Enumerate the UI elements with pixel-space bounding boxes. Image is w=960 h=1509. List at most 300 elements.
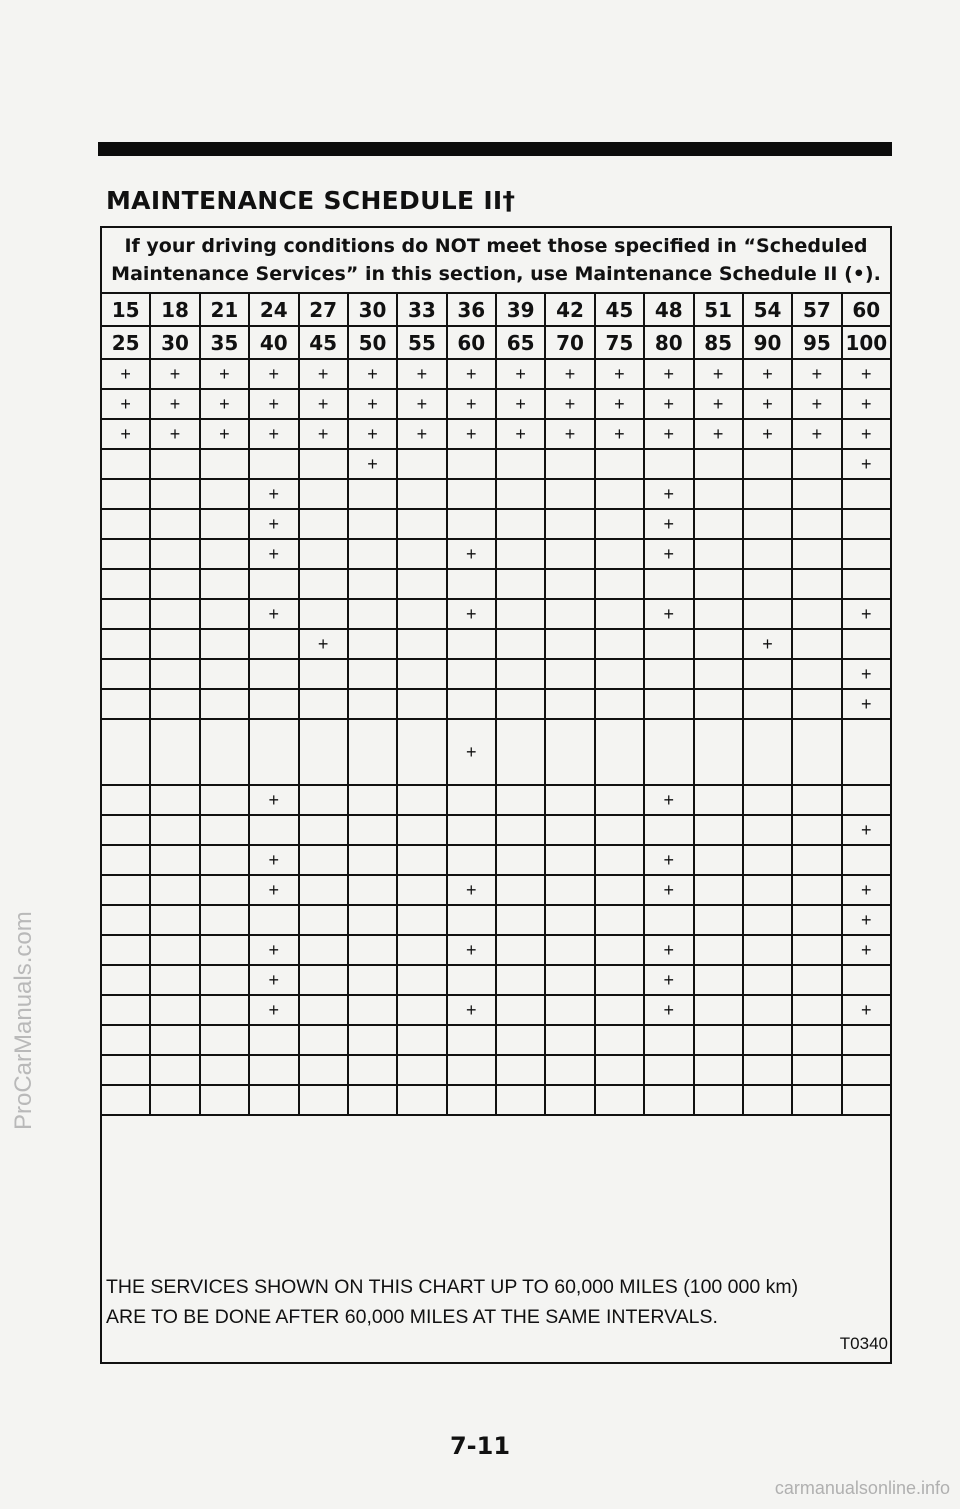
schedule-cell bbox=[595, 1085, 644, 1115]
schedule-cell bbox=[694, 539, 743, 569]
header-cell: 70 bbox=[545, 326, 594, 359]
schedule-cell bbox=[644, 689, 693, 719]
schedule-cell bbox=[743, 719, 792, 785]
service-mark: + bbox=[367, 423, 378, 444]
schedule-cell bbox=[496, 995, 545, 1025]
schedule-cell bbox=[842, 539, 891, 569]
schedule-cell bbox=[792, 689, 841, 719]
schedule-row bbox=[101, 1055, 891, 1085]
schedule-row bbox=[101, 815, 891, 845]
schedule-cell bbox=[842, 845, 891, 875]
service-mark: + bbox=[861, 879, 872, 900]
schedule-cell bbox=[447, 995, 496, 1025]
schedule-row bbox=[101, 785, 891, 815]
schedule-cell bbox=[447, 599, 496, 629]
schedule-cell bbox=[101, 719, 150, 785]
schedule-cell bbox=[299, 659, 348, 689]
schedule-cell bbox=[743, 935, 792, 965]
service-mark: + bbox=[466, 999, 477, 1020]
header-cell: 27 bbox=[299, 293, 348, 326]
schedule-cell bbox=[200, 875, 249, 905]
schedule-cell bbox=[595, 689, 644, 719]
schedule-cell bbox=[842, 479, 891, 509]
schedule-cell bbox=[792, 419, 841, 449]
schedule-cell bbox=[249, 449, 298, 479]
schedule-row bbox=[101, 905, 891, 935]
schedule-cell bbox=[595, 479, 644, 509]
schedule-cell bbox=[595, 965, 644, 995]
schedule-cell bbox=[644, 905, 693, 935]
schedule-cell bbox=[496, 479, 545, 509]
schedule-cell bbox=[694, 719, 743, 785]
schedule-cell bbox=[595, 815, 644, 845]
schedule-cell bbox=[299, 815, 348, 845]
schedule-cell bbox=[792, 659, 841, 689]
schedule-cell bbox=[299, 875, 348, 905]
service-mark: + bbox=[663, 849, 675, 870]
schedule-cell bbox=[595, 659, 644, 689]
schedule-cell bbox=[299, 965, 348, 995]
schedule-cell bbox=[842, 785, 891, 815]
schedule-cell bbox=[150, 1025, 199, 1055]
schedule-cell bbox=[743, 785, 792, 815]
schedule-cell bbox=[299, 569, 348, 599]
schedule-cell bbox=[694, 389, 743, 419]
service-mark: + bbox=[219, 363, 230, 384]
schedule-cell bbox=[496, 539, 545, 569]
figure-code: T0340 bbox=[839, 1334, 888, 1353]
schedule-cell bbox=[694, 599, 743, 629]
service-mark: + bbox=[614, 423, 625, 444]
service-mark: + bbox=[268, 363, 280, 384]
schedule-cell bbox=[348, 659, 397, 689]
schedule-cell bbox=[644, 659, 693, 689]
service-mark: + bbox=[268, 393, 280, 414]
schedule-cell bbox=[496, 1085, 545, 1115]
schedule-row bbox=[101, 845, 891, 875]
service-mark: + bbox=[663, 999, 675, 1020]
schedule-cell bbox=[447, 449, 496, 479]
schedule-cell bbox=[249, 815, 298, 845]
schedule-cell bbox=[743, 995, 792, 1025]
schedule-cell bbox=[397, 845, 446, 875]
schedule-cell bbox=[496, 659, 545, 689]
page-number: 7-11 bbox=[449, 1432, 511, 1460]
schedule-cell bbox=[496, 689, 545, 719]
service-mark: + bbox=[712, 363, 724, 384]
header-cell: 100 bbox=[842, 326, 891, 359]
schedule-cell bbox=[496, 509, 545, 539]
service-mark: + bbox=[762, 363, 773, 384]
service-mark: + bbox=[317, 633, 329, 654]
schedule-cell bbox=[743, 659, 792, 689]
schedule-cell bbox=[200, 539, 249, 569]
schedule-cell bbox=[150, 629, 199, 659]
schedule-cell bbox=[644, 539, 693, 569]
schedule-cell bbox=[496, 719, 545, 785]
service-mark: + bbox=[268, 969, 280, 990]
schedule-cell bbox=[447, 845, 496, 875]
schedule-cell bbox=[545, 419, 594, 449]
schedule-cell bbox=[842, 389, 891, 419]
schedule-cell bbox=[694, 629, 743, 659]
watermark-side: ProCarManuals.com bbox=[10, 911, 37, 1130]
schedule-cell bbox=[792, 389, 841, 419]
schedule-cell bbox=[545, 719, 594, 785]
schedule-cell bbox=[496, 449, 545, 479]
service-mark: + bbox=[663, 363, 675, 384]
schedule-cell bbox=[249, 785, 298, 815]
schedule-cell bbox=[694, 449, 743, 479]
schedule-cell bbox=[447, 905, 496, 935]
schedule-cell bbox=[743, 389, 792, 419]
schedule-cell bbox=[200, 389, 249, 419]
schedule-cell bbox=[299, 629, 348, 659]
schedule-cell bbox=[743, 509, 792, 539]
schedule-cell bbox=[694, 419, 743, 449]
schedule-cell bbox=[743, 845, 792, 875]
schedule-cell bbox=[545, 875, 594, 905]
schedule-cell bbox=[792, 1055, 841, 1085]
schedule-cell bbox=[842, 419, 891, 449]
schedule-cell bbox=[200, 509, 249, 539]
schedule-cell bbox=[397, 995, 446, 1025]
schedule-cell bbox=[545, 845, 594, 875]
service-mark: + bbox=[663, 603, 675, 624]
schedule-cell bbox=[348, 569, 397, 599]
schedule-cell bbox=[348, 875, 397, 905]
schedule-cell bbox=[397, 689, 446, 719]
service-mark: + bbox=[564, 363, 576, 384]
schedule-cell bbox=[397, 875, 446, 905]
schedule-cell bbox=[397, 815, 446, 845]
schedule-cell bbox=[348, 419, 397, 449]
schedule-cell bbox=[447, 389, 496, 419]
header-cell: 90 bbox=[743, 326, 792, 359]
schedule-cell bbox=[101, 569, 150, 599]
schedule-cell bbox=[644, 719, 693, 785]
schedule-cell bbox=[496, 875, 545, 905]
schedule-cell bbox=[496, 629, 545, 659]
schedule-cell bbox=[348, 815, 397, 845]
service-mark: + bbox=[466, 393, 477, 414]
service-mark: + bbox=[317, 423, 329, 444]
service-mark: + bbox=[367, 453, 378, 474]
service-mark: + bbox=[317, 363, 329, 384]
schedule-cell bbox=[200, 815, 249, 845]
header-cell: 54 bbox=[743, 293, 792, 326]
header-cell: 85 bbox=[694, 326, 743, 359]
schedule-cell bbox=[842, 875, 891, 905]
header-cell: 45 bbox=[299, 326, 348, 359]
service-mark: + bbox=[367, 393, 378, 414]
schedule-cell bbox=[743, 875, 792, 905]
schedule-cell bbox=[743, 1055, 792, 1085]
schedule-row bbox=[101, 569, 891, 599]
schedule-cell bbox=[249, 935, 298, 965]
schedule-cell bbox=[101, 815, 150, 845]
schedule-cell bbox=[348, 965, 397, 995]
schedule-cell bbox=[348, 599, 397, 629]
schedule-cell bbox=[447, 689, 496, 719]
schedule-cell bbox=[150, 479, 199, 509]
schedule-cell bbox=[743, 449, 792, 479]
schedule-cell bbox=[644, 995, 693, 1025]
schedule-cell bbox=[150, 1055, 199, 1085]
schedule-cell bbox=[299, 1055, 348, 1085]
schedule-cell bbox=[792, 629, 841, 659]
schedule-cell bbox=[644, 599, 693, 629]
service-mark: + bbox=[268, 939, 280, 960]
schedule-cell bbox=[447, 569, 496, 599]
schedule-cell bbox=[545, 359, 594, 389]
schedule-cell bbox=[792, 359, 841, 389]
schedule-cell bbox=[743, 359, 792, 389]
schedule-cell bbox=[299, 845, 348, 875]
schedule-cell bbox=[545, 659, 594, 689]
schedule-cell bbox=[644, 875, 693, 905]
schedule-cell bbox=[101, 419, 150, 449]
schedule-cell bbox=[200, 359, 249, 389]
schedule-cell bbox=[200, 599, 249, 629]
schedule-cell bbox=[842, 359, 891, 389]
schedule-cell bbox=[447, 1055, 496, 1085]
footnote bbox=[106, 1272, 886, 1332]
schedule-row bbox=[101, 719, 891, 785]
schedule-cell bbox=[397, 785, 446, 815]
schedule-cell bbox=[249, 905, 298, 935]
schedule-cell bbox=[447, 659, 496, 689]
header-cell: 57 bbox=[792, 293, 841, 326]
schedule-cell bbox=[496, 785, 545, 815]
schedule-cell bbox=[743, 629, 792, 659]
schedule-row bbox=[101, 359, 891, 389]
schedule-cell bbox=[397, 359, 446, 389]
service-mark: + bbox=[120, 423, 131, 444]
service-mark: + bbox=[466, 741, 477, 762]
schedule-cell bbox=[644, 629, 693, 659]
schedule-cell bbox=[496, 359, 545, 389]
service-mark: + bbox=[466, 939, 477, 960]
schedule-cell bbox=[595, 449, 644, 479]
header-cell: 40 bbox=[249, 326, 298, 359]
service-mark: + bbox=[268, 789, 280, 810]
schedule-row bbox=[101, 509, 891, 539]
schedule-cell bbox=[644, 785, 693, 815]
schedule-cell bbox=[792, 815, 841, 845]
service-mark: + bbox=[169, 423, 181, 444]
schedule-cell bbox=[150, 905, 199, 935]
schedule-cell bbox=[447, 539, 496, 569]
schedule-cell bbox=[644, 419, 693, 449]
schedule-cell bbox=[743, 1085, 792, 1115]
schedule-cell bbox=[249, 659, 298, 689]
schedule-cell bbox=[299, 419, 348, 449]
schedule-cell bbox=[101, 1055, 150, 1085]
schedule-cell bbox=[644, 965, 693, 995]
service-mark: + bbox=[861, 939, 872, 960]
schedule-cell bbox=[249, 629, 298, 659]
schedule-cell bbox=[397, 389, 446, 419]
header-cell: 45 bbox=[595, 293, 644, 326]
schedule-cell bbox=[101, 905, 150, 935]
page-title: MAINTENANCE SCHEDULE II† bbox=[106, 186, 516, 215]
schedule-cell bbox=[595, 1055, 644, 1085]
schedule-cell bbox=[595, 905, 644, 935]
schedule-cell bbox=[842, 1025, 891, 1055]
header-cell: 18 bbox=[150, 293, 199, 326]
service-mark: + bbox=[663, 543, 675, 564]
schedule-cell bbox=[397, 905, 446, 935]
header-cell: 55 bbox=[397, 326, 446, 359]
schedule-cell bbox=[101, 689, 150, 719]
schedule-cell bbox=[299, 479, 348, 509]
service-mark: + bbox=[466, 603, 477, 624]
intro-line-2: Maintenance Services” in this section, use Maintenance Schedule II (•). bbox=[111, 263, 881, 285]
schedule-cell bbox=[447, 629, 496, 659]
schedule-cell bbox=[595, 599, 644, 629]
service-mark: + bbox=[861, 819, 872, 840]
schedule-cell bbox=[644, 359, 693, 389]
service-mark: + bbox=[466, 879, 477, 900]
footnote-line-2: ARE TO BE DONE AFTER 60,000 MILES AT THE SAME INTERVALS. bbox=[106, 1306, 718, 1328]
schedule-cell bbox=[694, 479, 743, 509]
schedule-cell bbox=[101, 935, 150, 965]
schedule-cell bbox=[694, 785, 743, 815]
schedule-cell bbox=[496, 419, 545, 449]
header-cell: 24 bbox=[249, 293, 298, 326]
schedule-cell bbox=[496, 1025, 545, 1055]
schedule-cell bbox=[743, 569, 792, 599]
schedule-row bbox=[101, 599, 891, 629]
schedule-row bbox=[101, 965, 891, 995]
schedule-cell bbox=[595, 995, 644, 1025]
schedule-cell bbox=[743, 815, 792, 845]
schedule-cell bbox=[545, 569, 594, 599]
schedule-cell bbox=[595, 389, 644, 419]
schedule-cell bbox=[447, 719, 496, 785]
schedule-cell bbox=[496, 599, 545, 629]
schedule-cell bbox=[545, 449, 594, 479]
schedule-cell bbox=[397, 569, 446, 599]
schedule-cell bbox=[249, 569, 298, 599]
schedule-cell bbox=[545, 1025, 594, 1055]
schedule-cell bbox=[101, 389, 150, 419]
schedule-cell bbox=[348, 689, 397, 719]
schedule-cell bbox=[694, 965, 743, 995]
schedule-cell bbox=[150, 875, 199, 905]
schedule-cell bbox=[348, 905, 397, 935]
schedule-table bbox=[100, 292, 892, 1116]
schedule-cell bbox=[595, 719, 644, 785]
service-mark: + bbox=[762, 393, 773, 414]
schedule-row bbox=[101, 389, 891, 419]
schedule-cell bbox=[348, 1085, 397, 1115]
schedule-cell bbox=[447, 965, 496, 995]
schedule-row bbox=[101, 539, 891, 569]
schedule-cell bbox=[842, 815, 891, 845]
schedule-cell bbox=[299, 389, 348, 419]
schedule-cell bbox=[842, 509, 891, 539]
schedule-cell bbox=[348, 995, 397, 1025]
schedule-cell bbox=[299, 1025, 348, 1055]
schedule-cell bbox=[299, 719, 348, 785]
service-mark: + bbox=[861, 693, 872, 714]
schedule-cell bbox=[150, 689, 199, 719]
schedule-cell bbox=[299, 785, 348, 815]
schedule-cell bbox=[743, 419, 792, 449]
schedule-cell bbox=[792, 965, 841, 995]
schedule-cell bbox=[397, 659, 446, 689]
service-mark: + bbox=[614, 393, 625, 414]
service-mark: + bbox=[712, 423, 724, 444]
schedule-cell bbox=[150, 719, 199, 785]
schedule-cell bbox=[792, 449, 841, 479]
schedule-cell bbox=[842, 995, 891, 1025]
header-row-thousands-miles bbox=[101, 293, 891, 326]
schedule-cell bbox=[792, 845, 841, 875]
schedule-cell bbox=[792, 785, 841, 815]
schedule-cell bbox=[545, 629, 594, 659]
schedule-cell bbox=[595, 509, 644, 539]
schedule-cell bbox=[397, 539, 446, 569]
schedule-cell bbox=[694, 1085, 743, 1115]
schedule-cell bbox=[842, 599, 891, 629]
schedule-cell bbox=[644, 815, 693, 845]
service-mark: + bbox=[663, 969, 675, 990]
schedule-cell bbox=[496, 569, 545, 599]
header-cell: 36 bbox=[447, 293, 496, 326]
schedule-cell bbox=[447, 479, 496, 509]
service-mark: + bbox=[712, 393, 724, 414]
service-mark: + bbox=[762, 633, 773, 654]
schedule-cell bbox=[743, 905, 792, 935]
schedule-cell bbox=[200, 845, 249, 875]
schedule-cell bbox=[150, 785, 199, 815]
service-mark: + bbox=[663, 393, 675, 414]
header-cell: 42 bbox=[545, 293, 594, 326]
schedule-cell bbox=[397, 1085, 446, 1115]
schedule-cell bbox=[694, 1025, 743, 1055]
schedule-cell bbox=[743, 1025, 792, 1055]
schedule-cell bbox=[200, 449, 249, 479]
schedule-cell bbox=[348, 785, 397, 815]
schedule-cell bbox=[200, 785, 249, 815]
schedule-cell bbox=[397, 1055, 446, 1085]
header-cell: 33 bbox=[397, 293, 446, 326]
schedule-cell bbox=[249, 599, 298, 629]
schedule-cell bbox=[792, 539, 841, 569]
schedule-cell bbox=[348, 629, 397, 659]
service-mark: + bbox=[663, 423, 675, 444]
schedule-cell bbox=[299, 599, 348, 629]
schedule-cell bbox=[545, 1085, 594, 1115]
schedule-cell bbox=[397, 479, 446, 509]
schedule-cell bbox=[249, 389, 298, 419]
schedule-cell bbox=[299, 509, 348, 539]
schedule-cell bbox=[545, 815, 594, 845]
schedule-cell bbox=[299, 905, 348, 935]
header-cell: 48 bbox=[644, 293, 693, 326]
schedule-cell bbox=[101, 1025, 150, 1055]
service-mark: + bbox=[169, 363, 181, 384]
schedule-cell bbox=[842, 935, 891, 965]
schedule-cell bbox=[545, 995, 594, 1025]
schedule-cell bbox=[348, 1025, 397, 1055]
schedule-cell bbox=[101, 785, 150, 815]
schedule-cell bbox=[595, 359, 644, 389]
service-mark: + bbox=[861, 423, 872, 444]
